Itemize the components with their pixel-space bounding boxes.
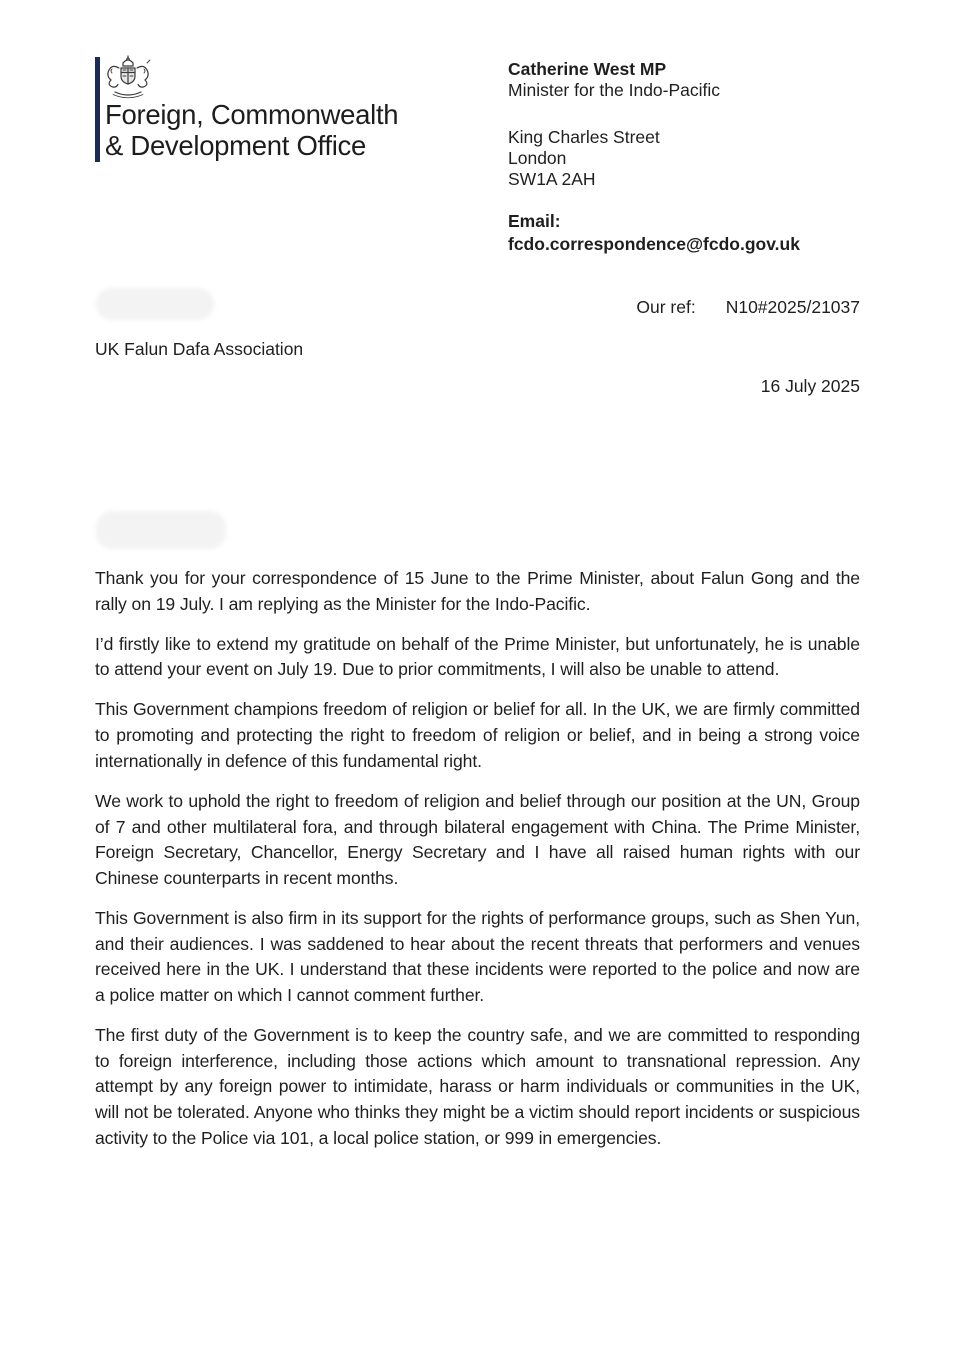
reference-label: Our ref: <box>636 297 696 317</box>
letter-body <box>95 566 860 1166</box>
sender-address <box>508 127 800 190</box>
redaction-mark <box>96 511 226 549</box>
body-paragraph: This Government is also firm in its support for the rights of performance groups, such as Shen Yun, and their audiences. I was saddened to hear about the recent threats that performers and venues received here in the UK. I understand that these incidents were reported to the police and now are a police matter on which I cannot comment further. <box>95 907 860 1006</box>
reference-row <box>636 297 860 318</box>
logo-accent-bar <box>95 57 100 162</box>
sender-name: Catherine West MP <box>508 59 667 79</box>
address-line: King Charles Street <box>508 127 660 147</box>
email-address: fcdo.correspondence@fcdo.gov.uk <box>508 234 800 254</box>
address-line: London <box>508 148 567 168</box>
address-line: SW1A 2AH <box>508 169 596 189</box>
recipient-name: UK Falun Dafa Association <box>95 339 304 359</box>
body-paragraph: We work to uphold the right to freedom of religion and belief through our position at the UN, Group of 7 and other multilateral fora, and through bilateral engagement with China. The Prime Minister, Foreign Secretary, Chancellor, Energy Secretary and I have all raised human rights with our Chinese counterparts in recent months. <box>95 790 860 888</box>
sender-email-block <box>508 210 800 256</box>
body-paragraph: I’d firstly like to extend my gratitude on behalf of the Prime Minister, but unfortunately, he is unable to attend your event on July 19. Due to prior commitments, I will also be unable to attend. <box>95 633 860 680</box>
royal-crest-icon <box>104 55 152 104</box>
sender-block <box>508 59 800 256</box>
department-name-line1: Foreign, Commonwealth <box>105 99 399 130</box>
department-name <box>105 99 398 161</box>
body-paragraph: Thank you for your correspondence of 15 June to the Prime Minister, about Falun Gong and the rally on 19 July. I am replying as the Minister for the Indo-Pacific. <box>95 568 860 614</box>
body-paragraph: The first duty of the Government is to keep the country safe, and we are committed to responding to foreign interference, including those actions which amount to transnational repression. Any attempt by any foreign power to intimidate, harass or harm individuals or communities in the UK, will not be tolerated. Anyone who thinks they might be a victim should report incidents or suspicious activity to the Police via 101, a local police station, or 999 in emergencies. <box>95 1025 860 1148</box>
email-label: Email: <box>508 211 561 231</box>
sender-role: Minister for the Indo-Pacific <box>508 80 721 100</box>
body-paragraph: This Government champions freedom of religion or belief for all. In the UK, we are firmly committed to promoting and protecting the right to freedom of religion or belief, and in being a strong voice internationally in defence of this fundamental right. <box>95 699 860 771</box>
reference-value: N10#2025/21037 <box>725 297 860 317</box>
redaction-mark <box>96 288 214 320</box>
department-name-line2: & Development Office <box>105 130 366 161</box>
letter-date: 16 July 2025 <box>760 376 860 396</box>
